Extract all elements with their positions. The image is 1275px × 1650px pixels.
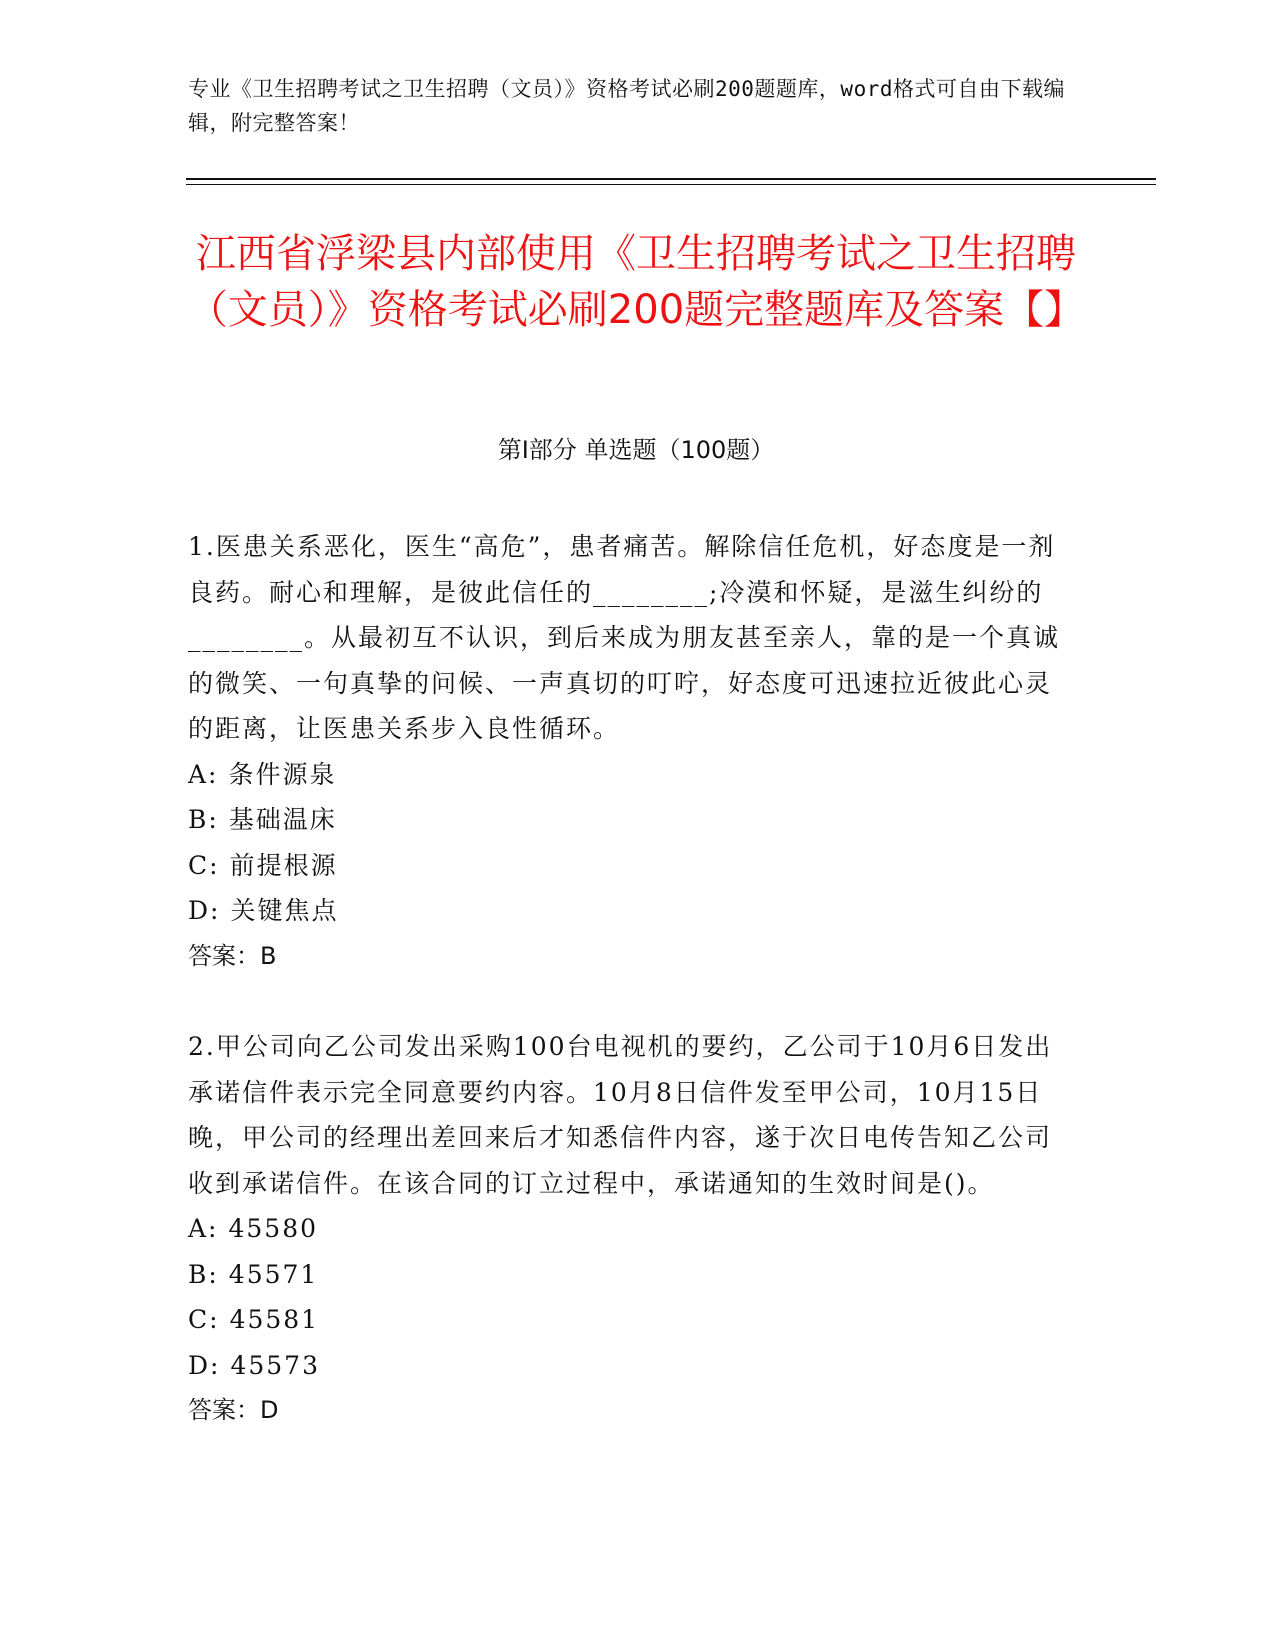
document-title: 江西省浮梁县内部使用《卫生招聘考试之卫生招聘（文员）》资格考试必刷200题完整题库及答案【】 xyxy=(187,231,1085,333)
option-a xyxy=(188,752,1068,798)
option-c xyxy=(188,843,1068,889)
option-b xyxy=(188,1252,1068,1298)
option-d xyxy=(188,888,1068,934)
option-text: 条件源泉 xyxy=(228,759,337,789)
question-text: 1.医患关系恶化，医生“高危”，患者痛苦。解除信任危机，好态度是一剂良药。耐心和理解，是彼此信任的________;冷漠和怀疑，是滋生纠纷的________。从最初互不认识，到后来成为朋友甚至亲人，靠的是一个真诚的微笑、一句真挚的问候、一声真切的叮咛，好态度可迅速拉近彼此心灵的距离，让医患关系步入良性循环。 xyxy=(188,532,1061,743)
option-key: A: xyxy=(188,1214,219,1243)
option-d xyxy=(188,1343,1068,1389)
option-text: 45580 xyxy=(228,1214,319,1243)
option-key: D: xyxy=(188,1350,221,1380)
option-key: C: xyxy=(188,850,220,880)
option-key: A: xyxy=(188,759,219,789)
option-text: 45571 xyxy=(228,1259,319,1289)
option-key: B: xyxy=(188,1259,219,1289)
question-1 xyxy=(188,524,1068,979)
option-text: 前提根源 xyxy=(229,850,338,880)
option-text: 关键焦点 xyxy=(230,896,339,925)
answer: 答案：B xyxy=(188,941,277,970)
answer: 答案：D xyxy=(188,1396,279,1424)
option-a xyxy=(188,1206,1068,1252)
option-key: B: xyxy=(188,805,219,834)
question-text: 2.甲公司向乙公司发出采购100台电视机的要约，乙公司于10月6日发出承诺信件表示完全同意要约内容。10月8日信件发至甲公司，10月15日晚，甲公司的经理出差回来后才知悉信件内容，遂于次日电传告知乙公司收到承诺信件。在该合同的订立过程中，承诺通知的生效时间是()。 xyxy=(188,1032,1053,1198)
option-c xyxy=(188,1297,1068,1343)
header-rule-thick xyxy=(186,178,1156,180)
option-text: 基础温床 xyxy=(228,805,337,834)
header-note: 专业《卫生招聘考试之卫生招聘（文员）》资格考试必刷200题题库，word格式可自由下载编辑，附完整答案！ xyxy=(188,77,1065,135)
option-b xyxy=(188,797,1068,843)
section-heading: 第Ⅰ部分 单选题（100题） xyxy=(497,436,775,464)
option-text: 45581 xyxy=(229,1305,320,1334)
option-key: C: xyxy=(188,1305,220,1334)
option-key: D: xyxy=(188,896,221,925)
header-rule-thin xyxy=(186,184,1156,185)
option-text: 45573 xyxy=(230,1350,320,1380)
question-2 xyxy=(188,1024,1068,1434)
